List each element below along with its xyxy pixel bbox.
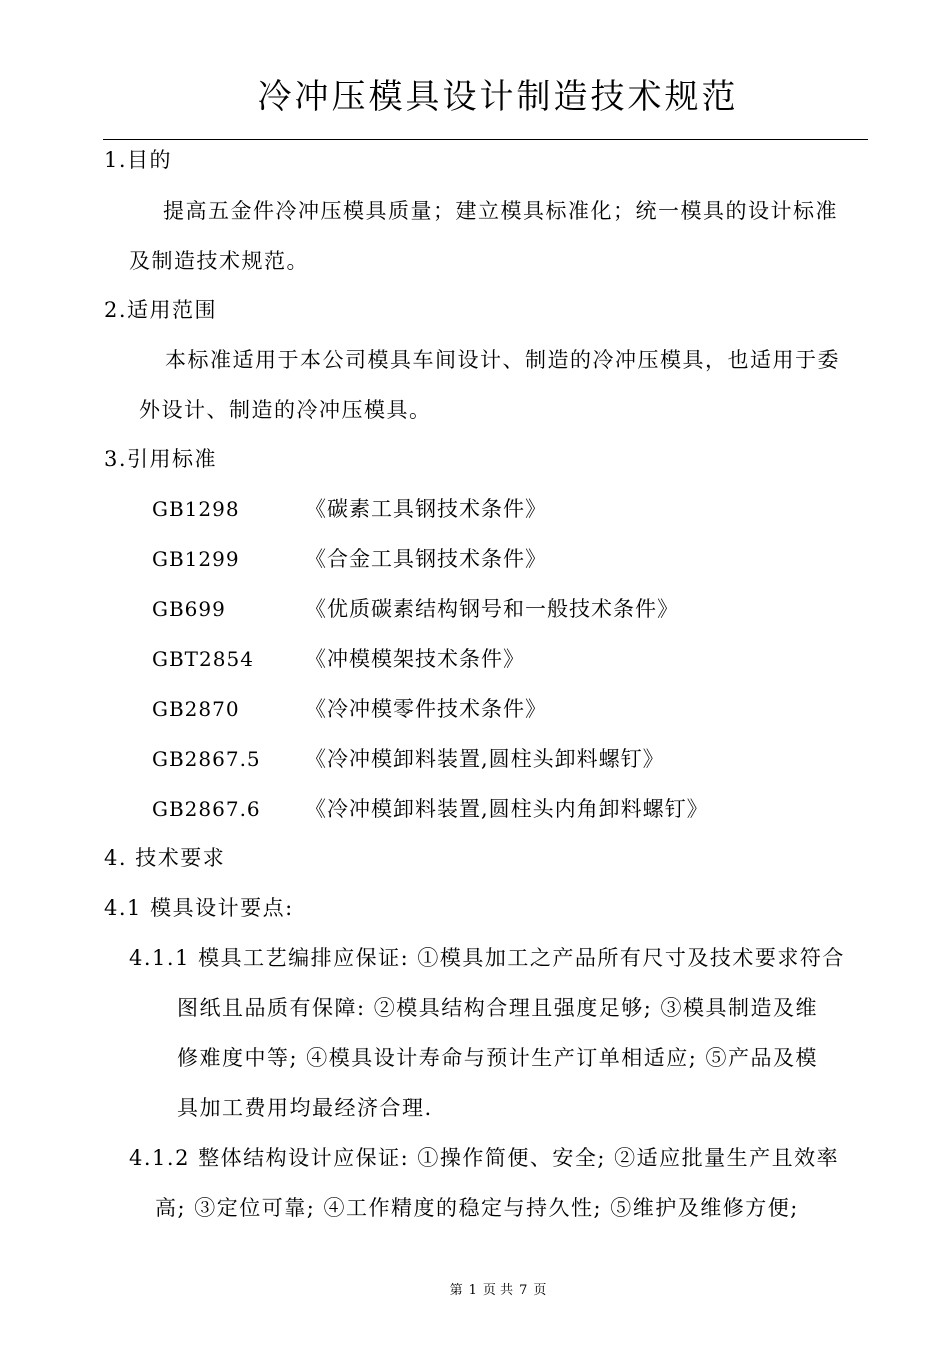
section-2-paragraph-line-1: 本标准适用于本公司模具车间设计、制造的冷冲压模具，也适用于委 <box>165 348 840 372</box>
section-1-heading: 1.目的 <box>104 148 173 172</box>
section-3-heading: 3.引用标准 <box>104 447 218 471</box>
standard-name: 《冷冲模零件技术条件》 <box>305 697 547 721</box>
section-2-paragraph-line-2: 外设计、制造的冷冲压模具。 <box>139 398 432 422</box>
standard-code: GB2867.6 <box>152 797 261 821</box>
section-4-heading: 4. 技术要求 <box>104 846 226 870</box>
footer-total-pages: 7 <box>519 1283 528 1298</box>
section-4-1-heading: 4.1 模具设计要点: <box>104 896 294 920</box>
footer-page-suffix: 页 <box>533 1283 547 1298</box>
standard-name: 《优质碳素结构钢号和一般技术条件》 <box>305 597 679 621</box>
title-divider <box>103 139 868 140</box>
standard-code: GBT2854 <box>152 647 254 671</box>
standard-name: 《碳素工具钢技术条件》 <box>305 497 547 521</box>
section-1-paragraph-line-1: 提高五金件冷冲压模具质量；建立模具标准化；统一模具的设计标准 <box>163 199 838 223</box>
section-4-1-1-line-4: 具加工费用均最经济合理. <box>177 1096 433 1120</box>
standard-code: GB1298 <box>152 497 240 521</box>
section-4-1-2-line-2: 高; ③定位可靠; ④工作精度的稳定与持久性; ⑤维护及维修方便; <box>155 1196 799 1220</box>
standard-name: 《冷冲模卸料装置,圆柱头卸料螺钉》 <box>305 747 665 771</box>
section-4-1-1-line-2: 图纸且品质有保障: ②模具结构合理且强度足够; ③模具制造及维 <box>177 996 818 1020</box>
document-title: 冷冲压模具设计制造技术规范 <box>257 77 739 117</box>
footer-page-prefix: 第 <box>449 1283 463 1298</box>
section-4-1-2-line-1: 4.1.2 整体结构设计应保证: ①操作简便、安全; ②适应批量生产且效率 <box>129 1146 840 1170</box>
section-4-1-1-line-3: 修难度中等; ④模具设计寿命与预计生产订单相适应; ⑤产品及模 <box>177 1046 818 1070</box>
page-footer <box>0 1281 950 1301</box>
standard-name: 《冲模模架技术条件》 <box>305 647 525 671</box>
standard-code: GB1299 <box>152 547 240 571</box>
section-1-paragraph-line-2: 及制造技术规范。 <box>129 249 309 273</box>
standard-name: 《合金工具钢技术条件》 <box>305 547 547 571</box>
section-2-heading: 2.适用范围 <box>104 298 218 322</box>
section-4-1-1-line-1: 4.1.1 模具工艺编排应保证: ①模具加工之产品所有尺寸及技术要求符合 <box>129 946 845 970</box>
standard-name: 《冷冲模卸料装置,圆柱头内角卸料螺钉》 <box>305 797 709 821</box>
footer-page-mid: 页 共 <box>482 1283 514 1298</box>
standard-code: GB699 <box>152 597 226 621</box>
standard-code: GB2867.5 <box>152 747 261 771</box>
footer-current-page: 1 <box>468 1283 477 1298</box>
standard-code: GB2870 <box>152 697 240 721</box>
